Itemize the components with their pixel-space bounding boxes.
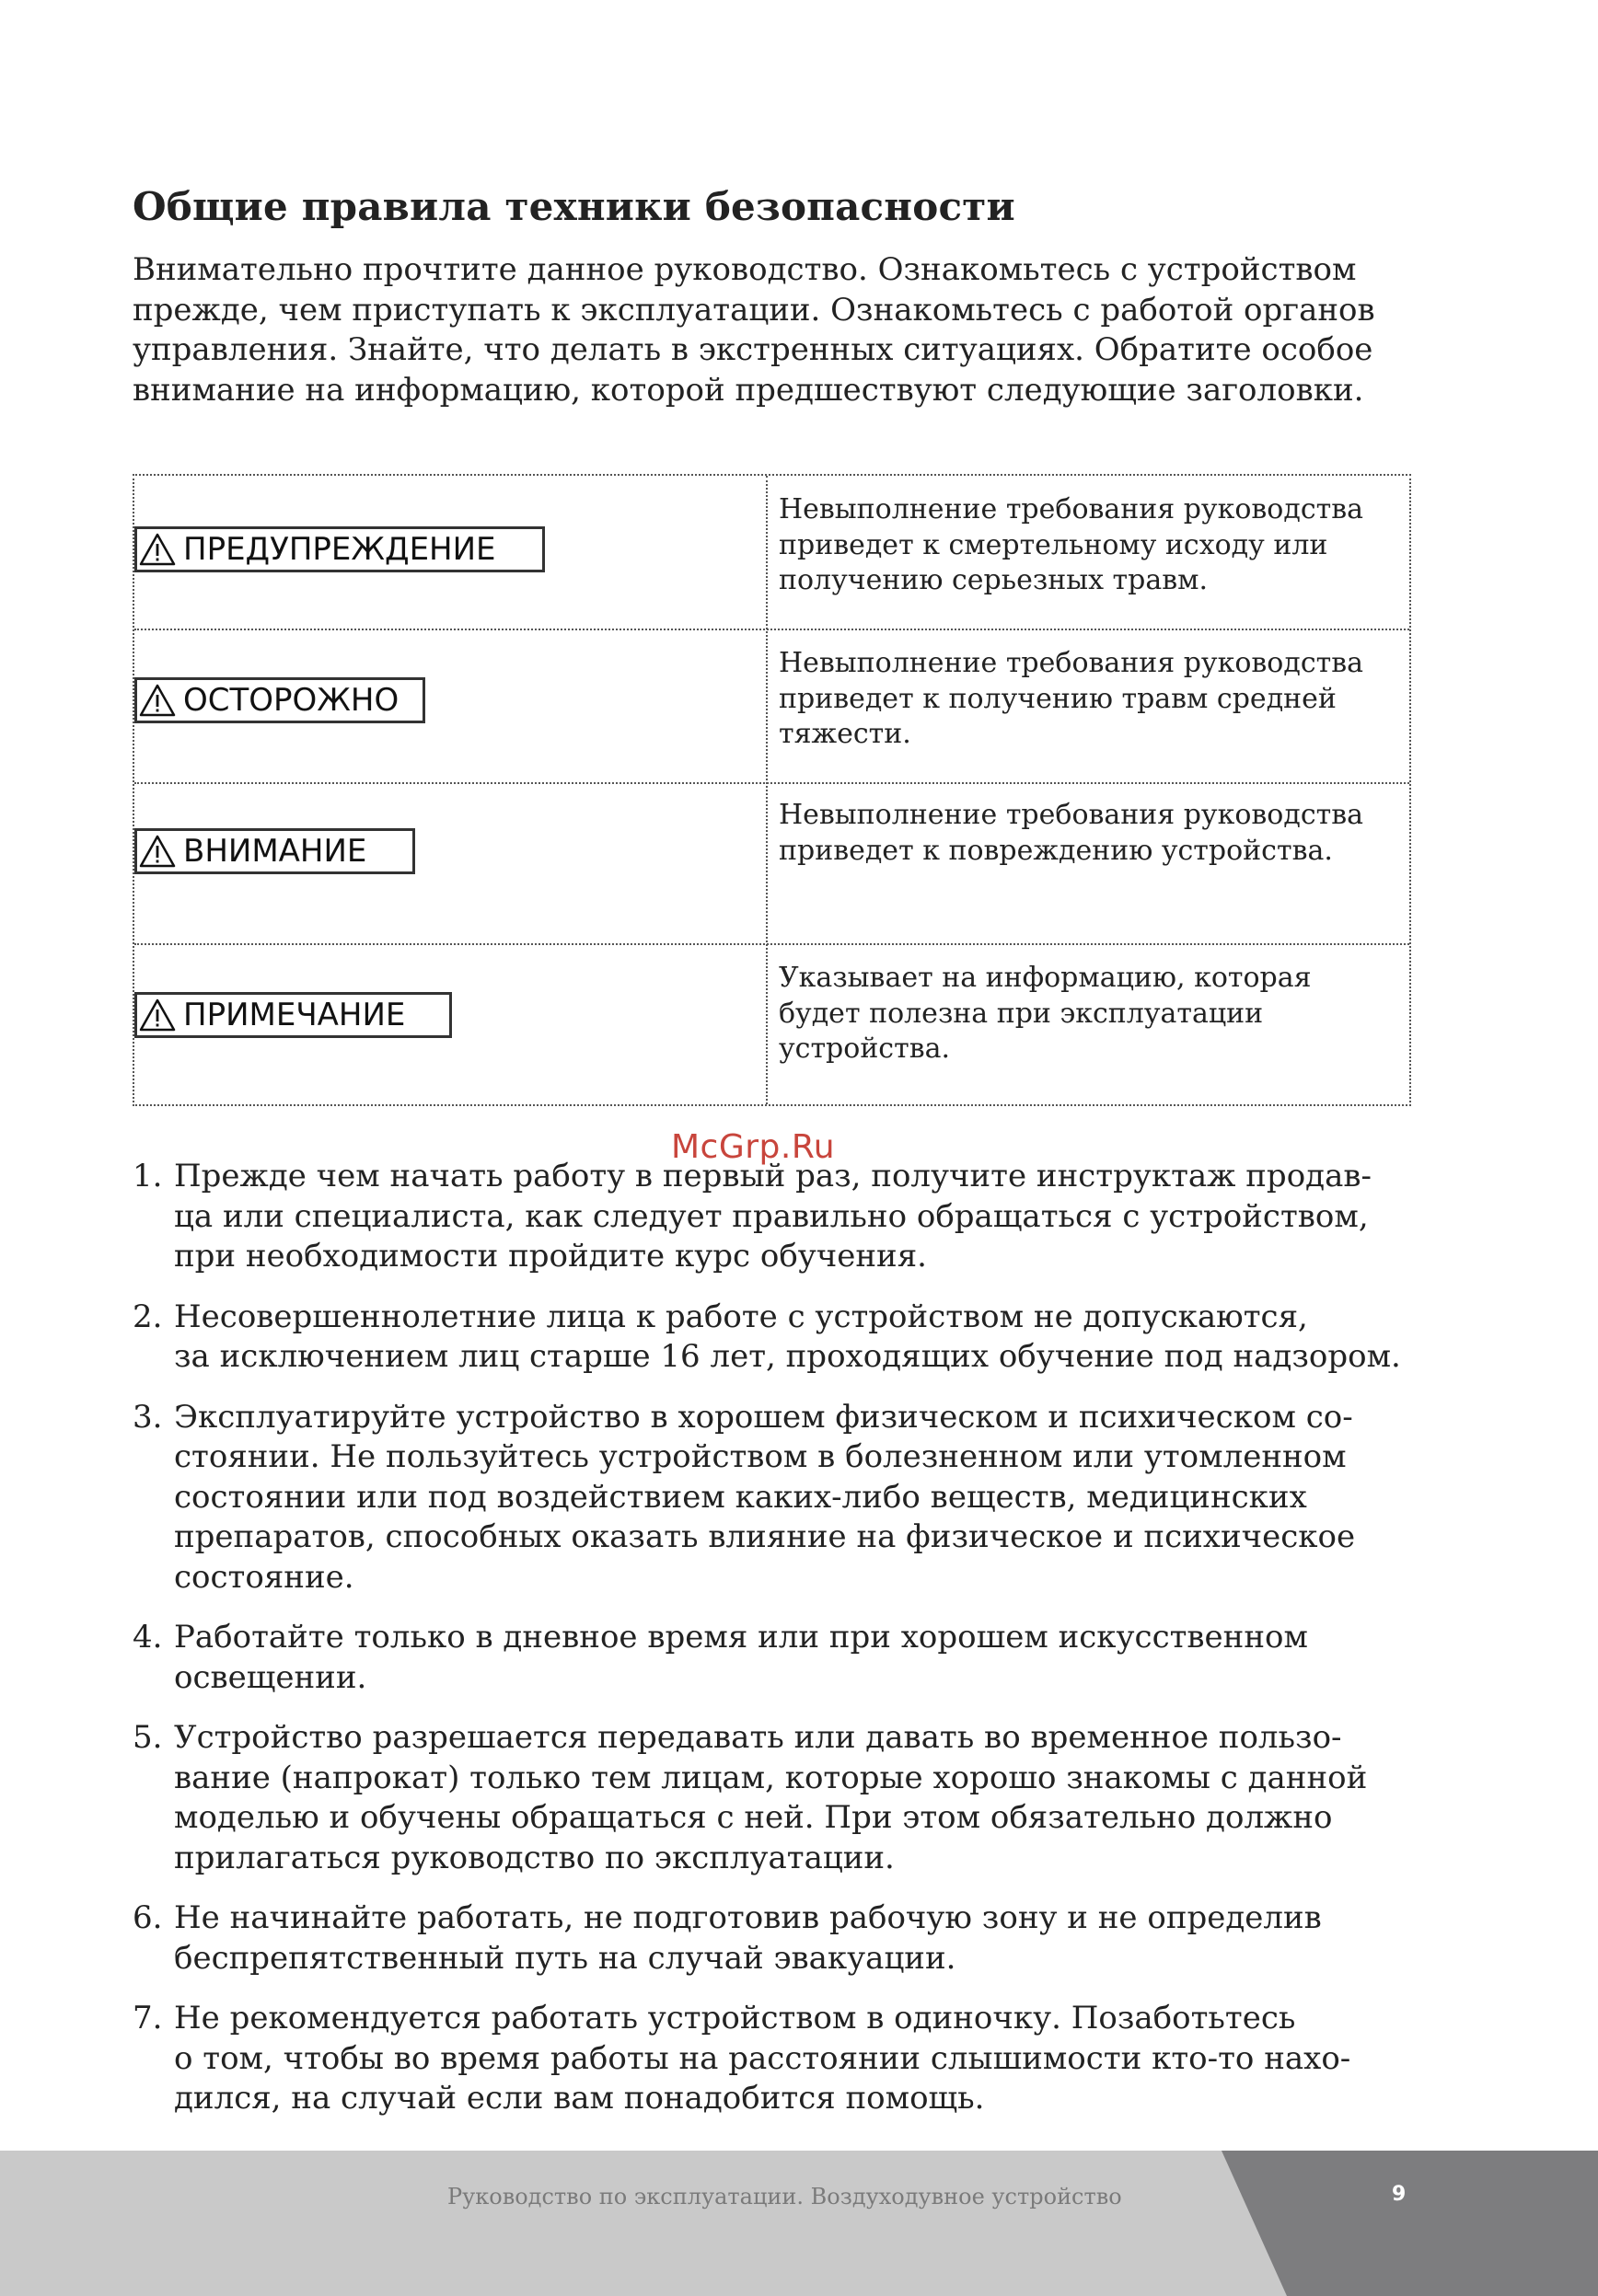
table-row (134, 945, 1409, 1108)
rule-line: состоянии или под воздействием каких-либо веществ, медицинских (174, 1478, 1307, 1516)
rule-line: о том, чтобы во время работы на расстоянии слышимости кто-то нахо- (174, 2039, 1351, 2077)
signal-label-text: ПРИМЕЧАНИЕ (183, 997, 406, 1033)
signal-label-attention (134, 828, 415, 874)
description-line: Невыполнение требования руководства (779, 493, 1363, 525)
list-item-text (174, 1999, 1467, 2119)
signal-description (779, 798, 1405, 869)
signal-description (779, 646, 1405, 753)
description-line: устройства. (779, 1033, 951, 1065)
intro-line: Внимательно прочтите данное руководство. Ознакомьтесь с устройством (133, 251, 1357, 288)
rule-line: Прежде чем начать работу в первый раз, получите инструктаж продав- (174, 1158, 1372, 1194)
list-item-text (174, 1618, 1467, 1698)
rule-line: Не начинайте работать, не подготовив рабочую зону и не определив (174, 1899, 1322, 1936)
description-line: будет полезна при эксплуатации (779, 997, 1264, 1030)
description-line: получению серьезных травм. (779, 564, 1208, 596)
list-item (133, 1157, 1467, 1277)
page-number: 9 (1392, 2183, 1407, 2206)
rule-line: прилагаться руководство по эксплуатации. (174, 1839, 895, 1876)
warning-triangle-icon (139, 532, 176, 567)
rule-line: дился, на случай если вам понадобится помощь. (174, 2080, 985, 2117)
rule-line: Устройство разрешается передавать или давать во временное пользо- (174, 1719, 1342, 1756)
rule-line: препаратов, способных оказать влияние на физическое и психическое (174, 1518, 1356, 1555)
rule-line: ца или специалиста, как следует правильно обращаться с устройством, (174, 1197, 1369, 1235)
list-item (133, 1718, 1467, 1878)
list-item (133, 1999, 1467, 2119)
description-line: тяжести. (779, 718, 911, 750)
watermark: McGrp.Ru (671, 1128, 836, 1166)
safety-rules-list (133, 1157, 1467, 2140)
list-item (133, 1618, 1467, 1698)
rule-line: состояние. (174, 1558, 354, 1596)
description-line: приведет к смертельному исходу или (779, 528, 1328, 561)
intro-line: прежде, чем приступать к эксплуатации. Ознакомьтесь с работой органов (133, 291, 1375, 329)
signal-label-caution (134, 677, 425, 723)
list-item-number: 2. (133, 1298, 163, 1335)
rule-line: освещении. (174, 1658, 367, 1696)
rule-line: стоянии. Не пользуйтесь устройством в болезненном или утомленном (174, 1438, 1347, 1475)
page-title: Общие правила техники безопасности (133, 184, 1015, 229)
rule-line: беспрепятственный путь на случай эвакуации. (174, 1939, 956, 1977)
list-item-text (174, 1718, 1467, 1878)
rule-line: Работайте только в дневное время или при хорошем искусственном (174, 1619, 1308, 1656)
table-row (134, 630, 1409, 784)
table-row (134, 476, 1409, 630)
list-item-number: 4. (133, 1619, 163, 1656)
list-item-number: 5. (133, 1719, 163, 1756)
signal-label-note (134, 992, 452, 1038)
list-item (133, 1398, 1467, 1598)
signal-label-text: ВНИМАНИЕ (183, 833, 367, 870)
list-item-number: 7. (133, 2000, 163, 2036)
intro-line: управления. Знайте, что делать в экстренных ситуациях. Обратите особое (133, 331, 1373, 368)
list-item-number: 6. (133, 1899, 163, 1936)
rule-line: при необходимости пройдите курс обучения. (174, 1238, 927, 1275)
description-line: Указывает на информацию, которая (779, 962, 1312, 994)
rule-line: вание (напрокат) только тем лицам, которые хорошо знакомы с данной (174, 1759, 1368, 1796)
footer-document-title: Руководство по эксплуатации. Воздуходувное устройство (447, 2184, 1122, 2209)
signal-label-warning (134, 526, 545, 572)
intro-line: внимание на информацию, которой предшествуют следующие заголовки. (133, 371, 1364, 409)
list-item-number: 1. (133, 1158, 163, 1194)
list-item (133, 1898, 1467, 1979)
description-line: Невыполнение требования руководства (779, 799, 1363, 831)
list-item (133, 1298, 1467, 1378)
rule-line: за исключением лиц старше 16 лет, проходящих обучение под надзором. (174, 1338, 1401, 1375)
description-line: Невыполнение требования руководства (779, 647, 1363, 679)
list-item-text (174, 1157, 1467, 1277)
table-row (134, 784, 1409, 945)
footer-page-tab (0, 2151, 1598, 2296)
signal-description (779, 492, 1405, 599)
signal-words-table (133, 474, 1411, 1106)
warning-triangle-icon (139, 834, 176, 869)
description-line: приведет к получению травм средней (779, 682, 1337, 715)
rule-line: моделью и обучены обращаться с ней. При этом обязательно должно (174, 1799, 1333, 1836)
rule-line: Эксплуатируйте устройство в хорошем физическом и психическом со- (174, 1398, 1353, 1436)
warning-triangle-icon (139, 998, 176, 1033)
warning-triangle-icon (139, 683, 176, 718)
intro-paragraph (133, 250, 1449, 410)
signal-description (779, 961, 1405, 1067)
rule-line: Несовершеннолетние лица к работе с устройством не допускаются, (174, 1298, 1308, 1335)
list-item-text (174, 1298, 1467, 1378)
list-item-text (174, 1398, 1467, 1598)
list-item-number: 3. (133, 1398, 163, 1436)
rule-line: Не рекомендуется работать устройством в одиночку. Позаботьтесь (174, 2000, 1296, 2036)
list-item-text (174, 1898, 1467, 1979)
signal-label-text: ПРЕДУПРЕЖДЕНИЕ (183, 531, 496, 568)
description-line: приведет к повреждению устройства. (779, 834, 1333, 867)
signal-label-text: ОСТОРОЖНО (183, 682, 400, 719)
